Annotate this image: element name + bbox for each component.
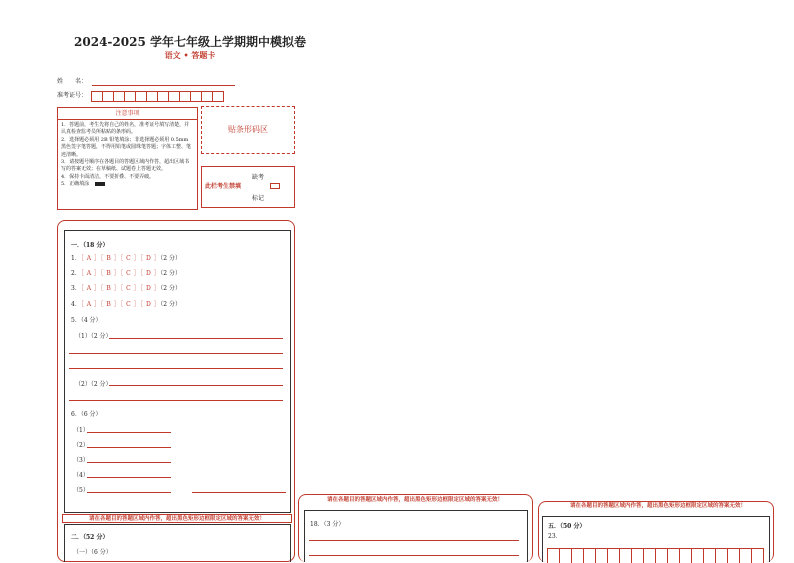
notes-item: 2．选择题必须用 2B 铅笔填涂；非选择题必须用 0.5mm 黑色签字笔答题，不得用铅笔或圆珠笔答题；字体工整、笔迹清晰。 xyxy=(61,136,192,158)
q6-part: （3） xyxy=(73,457,89,464)
absent-label-bottom: 标记 xyxy=(252,195,265,202)
q5-part1: （1）（2 分） xyxy=(75,333,112,340)
section2-heading: 二．（52 分） xyxy=(71,534,109,541)
notes-item xyxy=(61,181,194,188)
answer-line[interactable] xyxy=(69,400,283,401)
absent-checkbox[interactable] xyxy=(270,183,280,189)
warning-text-2: 请在各题目的答题区域内作答，超出黑色矩形边框限定区域的答案无效！ xyxy=(326,497,503,503)
section1-box xyxy=(64,230,291,513)
warning-text: 请在各题目的答题区域内作答，超出黑色矩形边框限定区域的答案无效！ xyxy=(88,516,265,522)
answer-line[interactable] xyxy=(87,432,171,433)
section2-sub: （一）（6 分） xyxy=(73,549,112,556)
grid-cell[interactable] xyxy=(692,549,704,563)
notes-item-5: 5．正确填涂 xyxy=(61,181,90,188)
absent-box xyxy=(201,166,295,208)
choice-row[interactable]: 3．［ A ］［ B ］［ C ］［ D ］（2 分） xyxy=(71,285,181,292)
grid-cell[interactable] xyxy=(644,549,656,563)
notes-item: 3．请按题号顺序在各题目的答题区域内作答，超出区域书写的答案无效；在草稿纸、试题卷上答题无效。 xyxy=(61,159,190,173)
q6-heading: 6．（6 分） xyxy=(71,411,102,418)
answer-line[interactable] xyxy=(109,385,283,386)
essay-grid[interactable] xyxy=(547,548,764,563)
grid-cell[interactable] xyxy=(680,549,692,563)
absent-note: 此栏考生禁填 xyxy=(205,183,242,190)
grid-cell[interactable] xyxy=(740,549,752,563)
grid-cell[interactable] xyxy=(596,549,608,563)
name-field[interactable] xyxy=(92,77,235,86)
notes-heading: 注意事项 xyxy=(58,108,197,120)
name-label: 姓 名： xyxy=(57,78,88,85)
id-boxes[interactable] xyxy=(91,87,223,106)
grid-cell[interactable] xyxy=(560,549,572,563)
col3-box xyxy=(542,516,770,562)
grid-cell[interactable] xyxy=(548,549,560,563)
q5-heading: 5．（4 分） xyxy=(71,317,102,324)
choice-row[interactable]: 4．［ A ］［ B ］［ C ］［ D ］（2 分） xyxy=(71,301,181,308)
grid-cell[interactable] xyxy=(716,549,728,563)
notes-item: 4．保持卡面清洁，不要折叠、不要弄破。 xyxy=(61,173,155,180)
absent-label-top: 缺考 xyxy=(252,174,265,181)
answer-line[interactable] xyxy=(87,462,171,463)
warning-text-3: 请在各题目的答题区域内作答，超出黑色矩形边框限定区域的答案无效！ xyxy=(569,503,746,509)
grid-cell[interactable] xyxy=(704,549,716,563)
section2-box xyxy=(64,524,291,562)
id-digit-box[interactable] xyxy=(212,91,224,102)
q6-part: （4） xyxy=(73,472,89,479)
answer-line[interactable] xyxy=(87,447,171,448)
grid-cell[interactable] xyxy=(728,549,740,563)
answer-line[interactable] xyxy=(309,555,519,556)
grid-cell[interactable] xyxy=(752,549,764,563)
grid-cell[interactable] xyxy=(572,549,584,563)
grid-cell[interactable] xyxy=(632,549,644,563)
col2-box xyxy=(304,510,528,562)
q18-heading: 18．（3 分） xyxy=(310,521,345,528)
answer-line[interactable] xyxy=(309,540,519,541)
grid-cell[interactable] xyxy=(668,549,680,563)
grid-cell[interactable] xyxy=(608,549,620,563)
notes-item: 1．答题前，考生先将自己的姓名，准考证号填写清楚，并认真检查监考员所粘贴的条形码。 xyxy=(61,122,190,136)
section5-heading: 五．（50 分） xyxy=(548,523,586,530)
choice-row[interactable]: 2．［ A ］［ B ］［ C ］［ D ］（2 分） xyxy=(71,270,181,277)
barcode-area: 贴条形码区 xyxy=(201,106,295,154)
q6-part: （2） xyxy=(73,442,89,449)
answer-line[interactable] xyxy=(192,492,286,493)
notes-box xyxy=(57,107,198,210)
choice-row[interactable]: 1．［ A ］［ B ］［ C ］［ D ］（2 分） xyxy=(71,255,181,262)
page-subtitle: 语文 • 答题卡 xyxy=(164,50,216,60)
q23-heading: 23． xyxy=(548,533,562,540)
answer-line[interactable] xyxy=(109,338,283,339)
filled-mark-sample xyxy=(95,182,105,186)
page-title: 2024-2025 学年七年级上学期期中模拟卷 xyxy=(74,35,306,49)
q6-part: （5） xyxy=(73,487,89,494)
grid-cell[interactable] xyxy=(584,549,596,563)
answer-line[interactable] xyxy=(69,353,283,354)
answer-line[interactable] xyxy=(69,368,283,369)
answer-line[interactable] xyxy=(87,477,171,478)
warning-banner xyxy=(62,514,292,523)
grid-cell[interactable] xyxy=(620,549,632,563)
q6-part: （1） xyxy=(73,427,89,434)
q5-part2: （2）（2 分） xyxy=(75,381,112,388)
grid-cell[interactable] xyxy=(656,549,668,563)
id-label: 准考证号： xyxy=(57,92,88,99)
answer-line[interactable] xyxy=(87,492,171,493)
section1-heading: 一．（18 分） xyxy=(71,242,109,249)
